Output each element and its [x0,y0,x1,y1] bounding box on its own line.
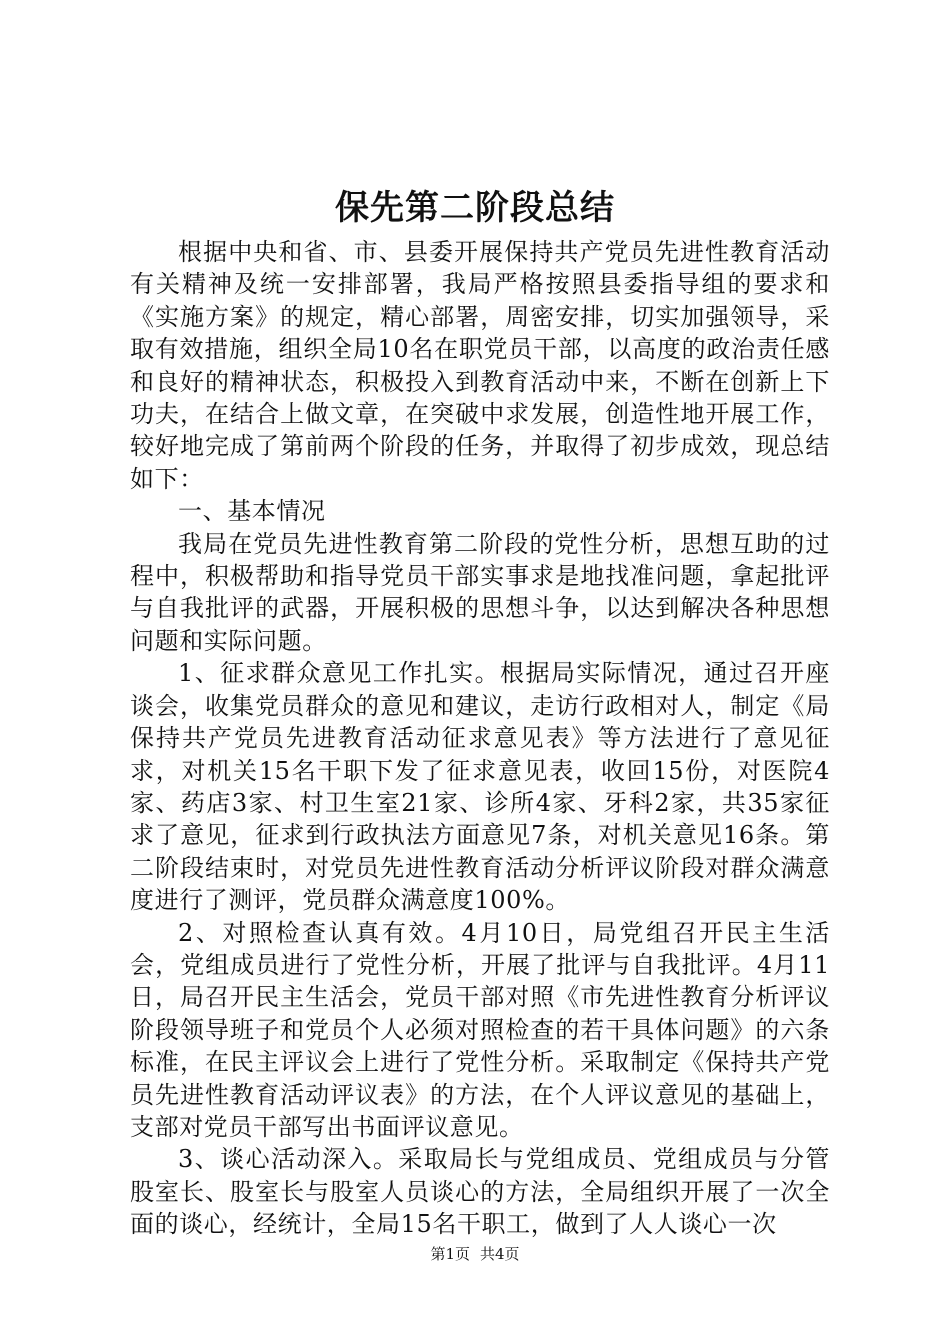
paragraph-item-2: 2、对照检查认真有效。4月10日，局党组召开民主生活会，党组成员进行了党性分析，开展了批评与自我批评。4月11日，局召开民主生活会，党员干部对照《市先进性教育分析评议阶段领导班子和党员个人必须对照检查的若干具体问题》的六条标准，在民主评议会上进行了党性分析。采取制定《保持共产党员先进性教育活动评议表》的方法，在个人评议意见的基础上，支部对党员干部写出书面评议意见。 [130,918,830,1141]
paragraph-intro: 根据中央和省、市、县委开展保持共产党员先进性教育活动有关精神及统一安排部署，我局严格按照县委指导组的要求和《实施方案》的规定，精心部署，周密安排，切实加强领导，采取有效措施，组织全局10名在职党员干部，以高度的政治责任感和良好的精神状态，积极投入到教育活动中来，不断在创新上下功夫，在结合上做文章，在突破中求发展，创造性地开展工作，较好地完成了第前两个阶段的任务，并取得了初步成效，现总结如下： [130,238,830,493]
paragraph-overview: 我局在党员先进性教育第二阶段的党性分析，思想互助的过程中，积极帮助和指导党员干部实事求是地找准问题，拿起批评与自我批评的武器，开展积极的思想斗争，以达到解决各种思想问题和实际问题。 [130,529,830,655]
paragraph-item-1: 1、征求群众意见工作扎实。根据局实际情况，通过召开座谈会，收集党员群众的意见和建议，走访行政相对人，制定《局保持共产党员先进教育活动征求意见表》等方法进行了意见征求，对机关15名干职下发了征求意见表，收回15份，对医院4家、药店3家、村卫生室21家、诊所4家、牙科2家，共35家征求了意见，征求到行政执法方面意见7条，对机关意见16条。第二阶段结束时，对党员先进性教育活动分析评议阶段对群众满意度进行了测评，党员群众满意度100%。 [130,659,830,915]
page-number: 第1页 [430,1245,470,1263]
paragraph-item-3: 3、谈心活动深入。采取局长与党组成员、党组成员与分管股室长、股室长与股室人员谈心的方法，全局组织开展了一次全面的谈心，经统计，全局15名干职工，做到了人人谈心一次 [130,1145,830,1239]
page-footer [0,1243,950,1265]
section-heading-basic-situation: 一、基本情况 [178,497,326,526]
page-total: 共4页 [480,1245,520,1263]
document-body [130,236,830,1241]
document-title: 保先第二阶段总结 [335,188,615,228]
